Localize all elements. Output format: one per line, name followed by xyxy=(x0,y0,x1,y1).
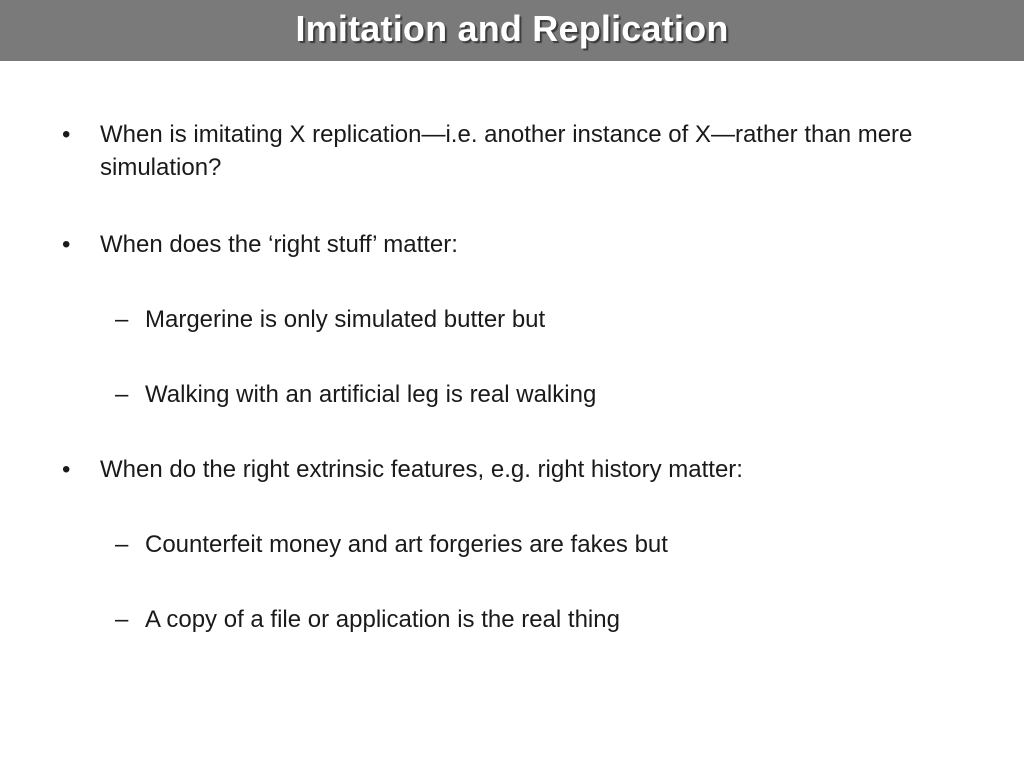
bullet-marker: • xyxy=(62,456,71,483)
bullet-text: A copy of a file or application is the real thing xyxy=(145,606,620,633)
dash-marker: – xyxy=(115,381,129,408)
bullet-item-1 xyxy=(62,118,960,184)
title-bar xyxy=(0,0,1024,61)
bullet-item-3 xyxy=(62,453,960,486)
dash-marker: – xyxy=(115,306,129,333)
sub-bullet-item-3 xyxy=(115,528,960,561)
dash-marker: – xyxy=(115,606,129,633)
bullet-text: Counterfeit money and art forgeries are fakes but xyxy=(145,531,668,558)
bullet-text: When is imitating X replication—i.e. another instance of X—rather than mere simulation? xyxy=(100,121,913,181)
sub-bullet-item-4 xyxy=(115,603,960,636)
bullet-text: When do the right extrinsic features, e.g. right history matter: xyxy=(100,456,743,483)
bullet-text: Margerine is only simulated butter but xyxy=(145,306,546,333)
slide-title: Imitation and Replication xyxy=(295,7,729,49)
bullet-text: When does the ‘right stuff’ matter: xyxy=(100,231,458,258)
dash-marker: – xyxy=(115,531,129,558)
bullet-text: Walking with an artificial leg is real walking xyxy=(145,381,597,408)
bullet-marker: • xyxy=(62,231,71,258)
sub-bullet-item-2 xyxy=(115,378,960,411)
bullet-item-2 xyxy=(62,228,960,261)
bullet-marker: • xyxy=(62,121,71,148)
sub-bullet-item-1 xyxy=(115,303,960,336)
